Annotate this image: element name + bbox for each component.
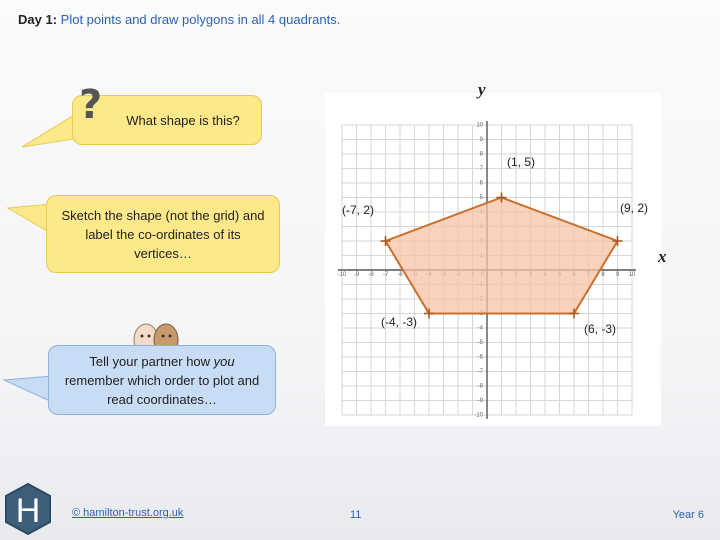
vertex-label-2: (9, 2) xyxy=(620,201,649,215)
question-mark-icon: ? xyxy=(79,82,103,128)
y-tick-label: 5 xyxy=(479,195,483,202)
page-number: 11 xyxy=(350,509,362,521)
logo-letter: H xyxy=(15,492,41,530)
y-tick-label: 6 xyxy=(479,180,483,187)
question-text: What shape is this? xyxy=(126,112,240,128)
vertex-label-5: (-7, 2) xyxy=(342,203,375,217)
y-tick-label: -6 xyxy=(477,354,483,361)
year-label: Year 6 xyxy=(672,509,704,521)
hamilton-trust-link-text[interactable]: © hamilton-trust.org.uk xyxy=(72,507,184,519)
hamilton-trust-link[interactable] xyxy=(72,507,183,519)
y-tick-label: -5 xyxy=(477,340,483,347)
y-tick-label: -7 xyxy=(477,369,483,376)
partner-text-end: remember which order to plot and read coordinates… xyxy=(64,372,260,407)
vertex-label-4: (-4, -3) xyxy=(381,315,417,329)
partner-text-start: Tell your partner how xyxy=(89,353,214,369)
y-axis-label: y xyxy=(478,80,486,99)
y-tick-label: -8 xyxy=(477,383,483,390)
x-tick-label: -6 xyxy=(397,272,403,279)
x-tick-label: 8 xyxy=(601,272,605,279)
pentagon-shape xyxy=(386,198,618,314)
x-tick-label: -10 xyxy=(337,272,347,279)
x-tick-label: -9 xyxy=(353,272,360,279)
x-tick-label: 10 xyxy=(628,272,636,279)
partner-text-emphasis: you xyxy=(213,353,235,369)
x-tick-label: -8 xyxy=(368,272,374,279)
y-tick-label: -10 xyxy=(474,412,483,419)
x-axis-label: x xyxy=(658,247,667,266)
y-tick-label: 9 xyxy=(479,137,483,144)
y-tick-label: 8 xyxy=(479,151,483,158)
sketch-text: Sketch the shape (not the grid) and label the co-ordinates of its vertices… xyxy=(61,207,265,261)
y-tick-label: -9 xyxy=(477,398,483,405)
x-tick-label: 9 xyxy=(615,272,620,279)
title-day-label: Day 1: xyxy=(18,12,58,27)
title-text: Plot points and draw polygons in all 4 quadrants. xyxy=(60,12,341,27)
y-tick-label: 7 xyxy=(479,166,483,173)
hamilton-logo-icon xyxy=(4,482,52,536)
y-tick-label: 10 xyxy=(476,122,483,129)
vertex-label-1: (1, 5) xyxy=(507,155,536,169)
x-tick-label: -7 xyxy=(382,272,389,279)
vertex-label-3: (6, -3) xyxy=(584,322,617,336)
y-tick-label: -4 xyxy=(477,325,483,332)
